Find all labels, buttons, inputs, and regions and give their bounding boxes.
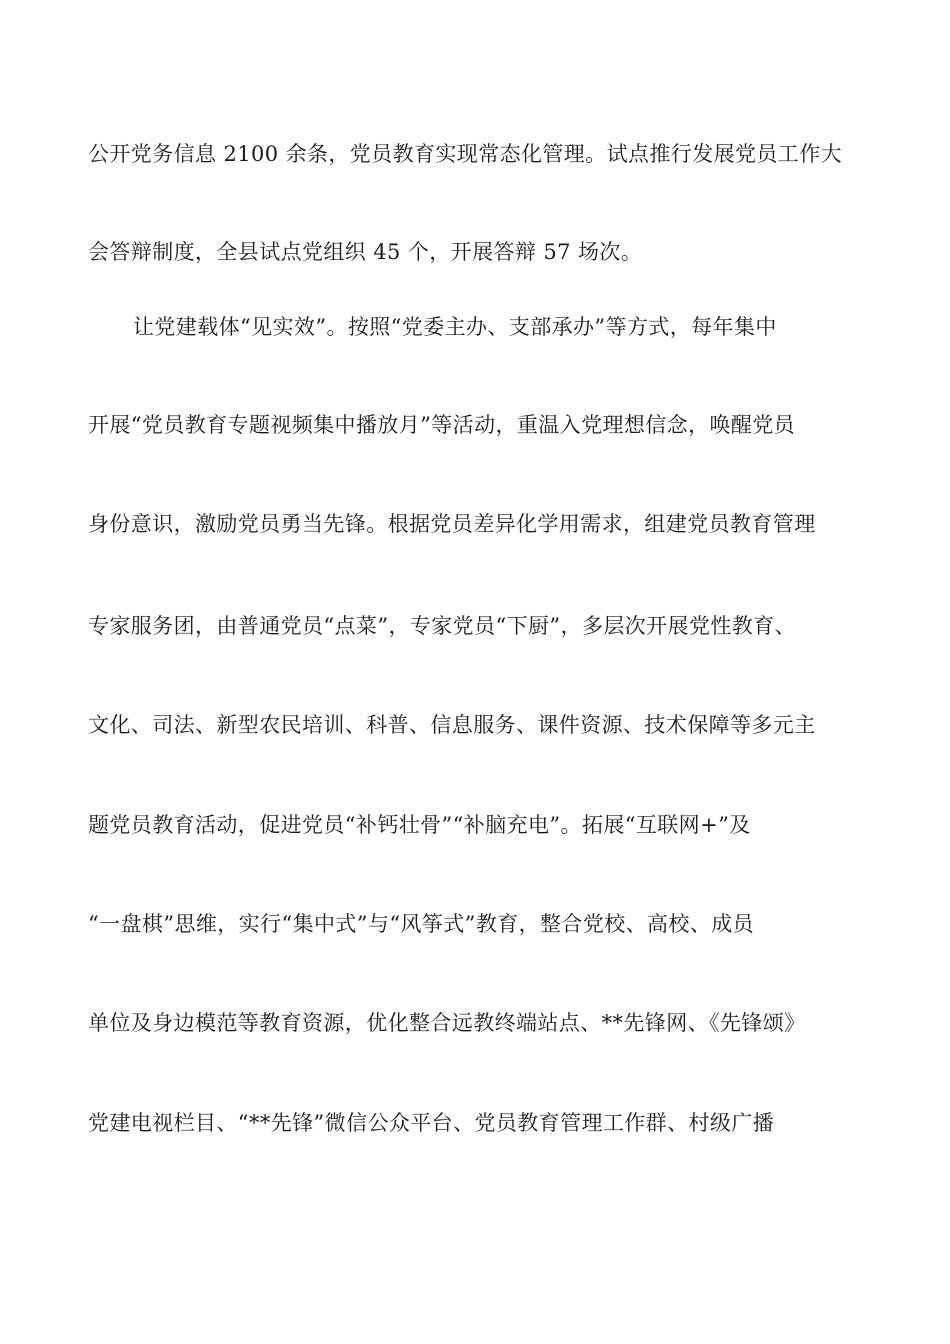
- paragraph-line: 公开党务信息 2100 余条，党员教育实现常态化管理。试点推行发展党员工作大: [88, 142, 842, 166]
- paragraph-line: “一盘棋”思维，实行“集中式”与“风筝式”教育，整合党校、高校、成员: [88, 912, 755, 936]
- paragraph-line: 题党员教育活动，促进党员“补钙壮骨”“补脑充电”。拓展“互联网+”及: [88, 813, 751, 837]
- paragraph-line: 单位及身边模范等教育资源，优化整合远教终端站点、**先锋网、《先锋颂》: [88, 1011, 806, 1035]
- paragraph-line: 文化、司法、新型农民培训、科普、信息服务、课件资源、技术保障等多元主: [88, 713, 816, 737]
- paragraph-line: 专家服务团，由普通党员“点菜”，专家党员“下厨”，多层次开展党性教育、: [88, 614, 796, 638]
- paragraph-line: 身份意识，激励党员勇当先锋。根据党员差异化学用需求，组建党员教育管理: [88, 512, 816, 536]
- paragraph-first-line: 让党建载体“见实效”。按照“党委主办、支部承办”等方式，每年集中: [133, 315, 777, 339]
- paragraph-line: 党建电视栏目、“**先锋”微信公众平台、党员教育管理工作群、村级广播: [88, 1111, 775, 1135]
- paragraph-line: 会答辩制度，全县试点党组织 45 个，开展答辩 57 场次。: [88, 240, 643, 264]
- paragraph-line: 开展“党员教育专题视频集中播放月”等活动，重温入党理想信念，唤醒党员: [88, 413, 796, 437]
